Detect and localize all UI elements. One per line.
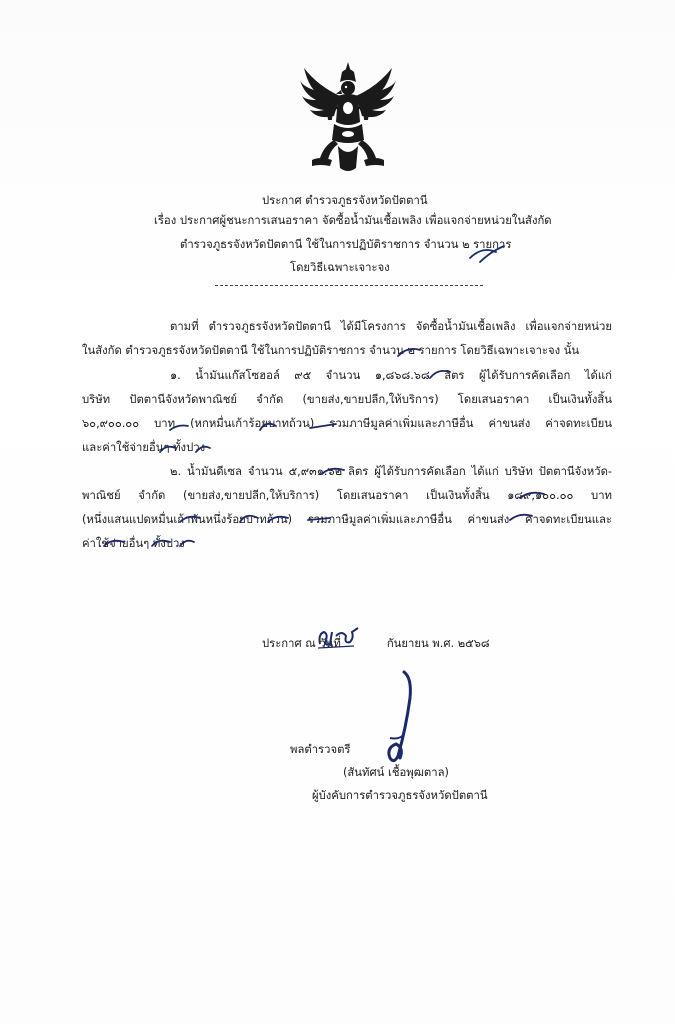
- signer-rank: พลตำรวจตรี: [290, 743, 351, 756]
- garuda-emblem-icon: [298, 60, 398, 176]
- item2-line3: (หนึ่งแสนแปดหมื่นเก้าพันหนึ่งร้อยบาทถ้วน) รวมภาษีมูลค่าเพิ่มและภาษีอื่น ค่าขนส่ง ค่าจดทะเบียนและ: [82, 513, 612, 526]
- announcement-title: ประกาศ ตำรวจภูธรจังหวัดปัตตานี: [262, 194, 428, 207]
- paragraph-intro-line2: ในสังกัด ตำรวจภูธรจังหวัดปัตตานี ใช้ในการปฏิบัติราชการ จำนวน ๒ รายการ โดยวิธีเฉพาะเจาะจง นั้น: [82, 344, 580, 357]
- signer-name: (สันทัศน์ เชื้อพุฒตาล): [343, 766, 449, 779]
- item1-line1: ๑. น้ำมันแก๊สโซฮอล์ ๙๕ จำนวน ๑,๘๖๘.๖๘ ลิตร ผู้ได้รับการคัดเลือก ได้แก่: [170, 369, 612, 382]
- signer-position: ผู้บังคับการตำรวจภูธรจังหวัดปัตตานี: [312, 789, 488, 802]
- date-month-year: กันยายน พ.ศ. ๒๕๖๘: [386, 637, 490, 650]
- item1-line2: บริษัท ปัตตานีจังหวัดพาณิชย์ จำกัด (ขายส่ง,ขายปลีก,ให้บริการ) โดยเสนอราคา เป็นเงินทั้งสิ้น: [82, 393, 612, 406]
- handwritten-day: [314, 622, 362, 652]
- date-prefix: ประกาศ ณ วันที่: [262, 637, 341, 650]
- announcement-method: โดยวิธีเฉพาะเจาะจง: [290, 261, 390, 274]
- header-divider: [215, 285, 483, 286]
- item2-line4: ค่าใช้จ่ายอื่นๆ ทั้งปวง: [82, 537, 185, 550]
- item1-line3: ๖๐,๙๐๐.๐๐ บาท (หกหมื่นเก้าร้อยบาทถ้วน) รวมภาษีมูลค่าเพิ่มและภาษีอื่น ค่าขนส่ง ค่าจดทะเบียน: [82, 417, 612, 430]
- item2-line1: ๒. น้ำมันดีเซล จำนวน ๕,๙๓๑.๖๒ ลิตร ผู้ได้รับการคัดเลือก ได้แก่ บริษัท ปัตตานีจังหวัด-: [170, 465, 612, 478]
- item2-line2: พาณิชย์ จำกัด (ขายส่ง,ขายปลีก,ให้บริการ) โดยเสนอราคา เป็นเงินทั้งสิ้น ๑๘๙,๑๐๐.๐๐ บาท: [82, 489, 612, 502]
- announcement-date: [262, 634, 490, 652]
- announcement-subject: เรื่อง ประกาศผู้ชนะการเสนอราคา จัดซื้อน้ำมันเชื้อเพลิง เพื่อแจกจ่ายหน่วยในสังกัด: [154, 214, 552, 227]
- item1-line4: และค่าใช้จ่ายอื่นๆ ทั้งปวง: [82, 441, 206, 454]
- paragraph-intro-line1: ตามที่ ตำรวจภูธรจังหวัดปัตตานี ได้มีโครงการ จัดซื้อน้ำมันเชื้อเพลิง เพื่อแจกจ่ายหน่วย: [170, 320, 612, 333]
- announcement-subject-cont: ตำรวจภูธรจังหวัดปัตตานี ใช้ในการปฏิบัติราชการ จำนวน ๒ รายการ: [180, 238, 512, 251]
- handwritten-signature: [360, 668, 430, 768]
